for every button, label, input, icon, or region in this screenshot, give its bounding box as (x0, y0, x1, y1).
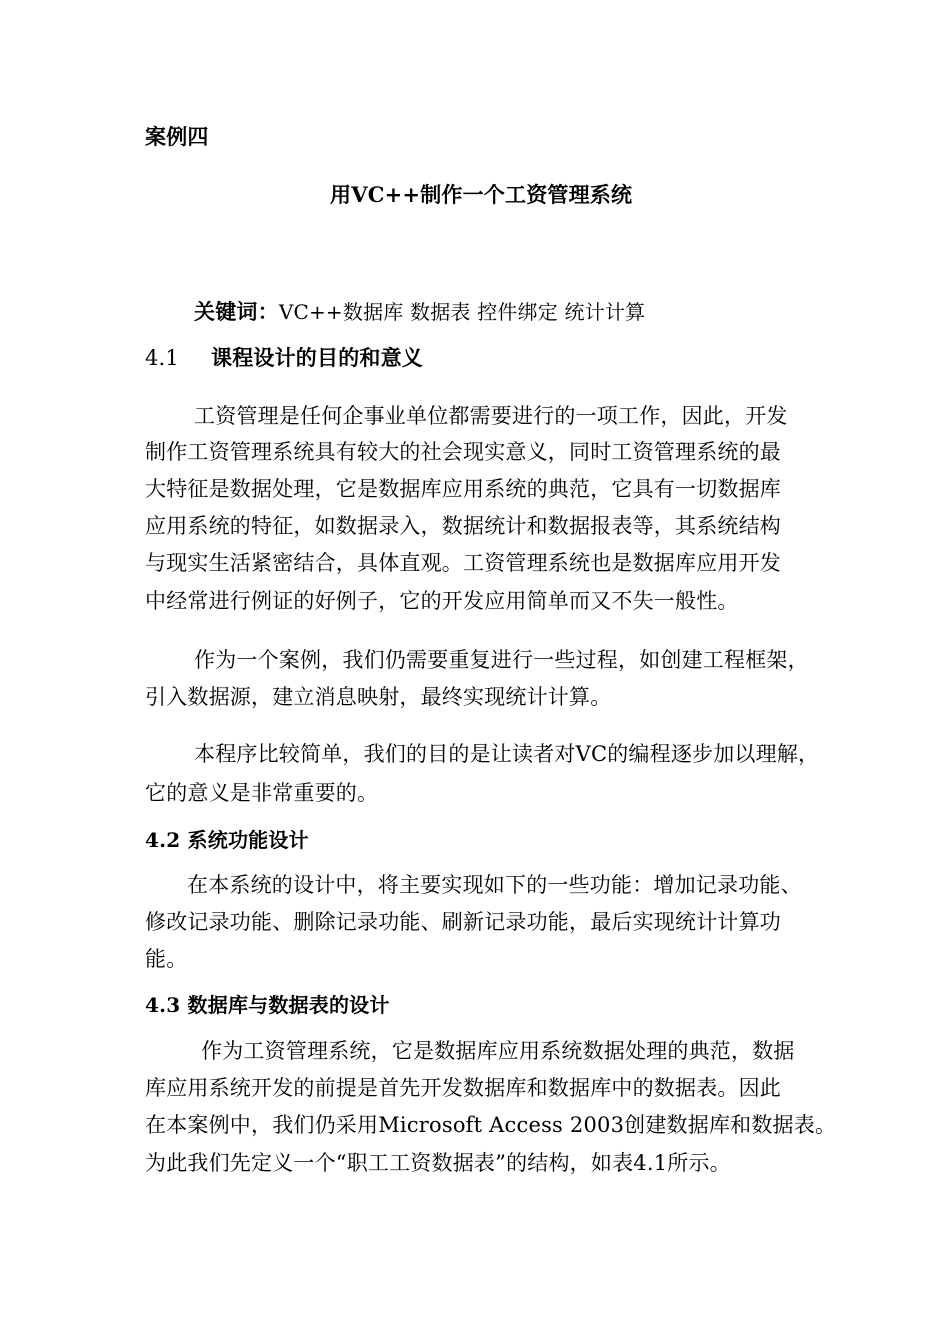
paragraph-line: 应用系统的特征，如数据录入，数据统计和数据报表等，其系统结构 (145, 514, 781, 538)
keywords-text: VC++数据库 数据表 控件绑定 统计计算 (278, 300, 646, 324)
section-4-2-heading: 4.2 系统功能设计 (145, 828, 309, 852)
paragraph-line: 本程序比较简单，我们的目的是让读者对VC的编程逐步加以理解， (194, 742, 820, 766)
paragraph-line: 中经常进行例证的好例子，它的开发应用简单而又不失一般性。 (145, 589, 739, 613)
paragraph-line: 引入数据源，建立消息映射，最终实现统计计算。 (145, 685, 612, 709)
paragraph-line: 作为工资管理系统，它是数据库应用系统数据处理的典范，数据 (201, 1039, 795, 1063)
paragraph-line: 作为一个案例，我们仍需要重复进行一些过程，如创建工程框架， (194, 648, 809, 672)
section-4-1-number: 4.1 (145, 346, 179, 370)
paragraph-line: 库应用系统开发的前提是首先开发数据库和数据库中的数据表。因此 (145, 1076, 781, 1100)
case-label: 案例四 (145, 124, 209, 149)
paragraph-line: 制作工资管理系统具有较大的社会现实意义，同时工资管理系统的最 (145, 440, 781, 464)
paragraph-line: 工资管理是任何企事业单位都需要进行的一项工作，因此，开发 (194, 404, 788, 428)
section-4-1-title: 课程设计的目的和意义 (211, 345, 423, 370)
paragraph-line: 与现实生活紧密结合，具体直观。工资管理系统也是数据库应用开发 (145, 551, 781, 575)
paragraph-line: 在本案例中，我们仍采用Microsoft Access 2003创建数据库和数据表。 (145, 1113, 837, 1137)
section-4-3-heading: 4.3 数据库与数据表的设计 (145, 993, 390, 1017)
paragraph-line: 修改记录功能、删除记录功能、刷新记录功能，最后实现统计计算功 (145, 910, 781, 934)
section-4-1-heading (145, 343, 423, 373)
paragraph-line: 它的意义是非常重要的。 (145, 781, 379, 805)
keywords-label: 关键词： (194, 299, 279, 324)
document-title: 用VC++制作一个工资管理系统 (330, 182, 633, 207)
paragraph-line: 在本系统的设计中，将主要实现如下的一些功能：增加记录功能、 (187, 873, 802, 897)
keywords-line (194, 297, 645, 327)
paragraph-line: 大特征是数据处理，它是数据库应用系统的典范，它具有一切数据库 (145, 477, 781, 501)
paragraph-line: 能。 (145, 947, 188, 971)
paragraph-line: 为此我们先定义一个“职工工资数据表”的结构，如表4.1所示。 (145, 1151, 731, 1175)
